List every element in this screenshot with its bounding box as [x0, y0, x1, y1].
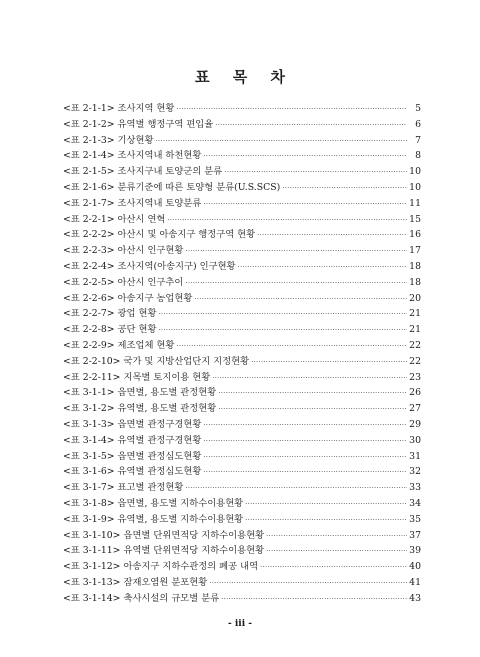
- dot-leader: [203, 449, 407, 465]
- toc-entry: [63, 212, 421, 228]
- dot-leader: [203, 196, 407, 212]
- toc-entry-title: 표고별 관정현황: [117, 482, 184, 494]
- toc-entry-page: 18: [409, 260, 421, 272]
- dot-leader: [158, 322, 407, 338]
- toc-entry-number: <표 3-1-6>: [63, 466, 115, 478]
- toc-entry-number: <표 3-1-12>: [63, 561, 121, 573]
- toc-entry-page: 29: [409, 418, 421, 430]
- toc-entry: [63, 370, 421, 386]
- toc-entry-title: 기상현황: [117, 134, 154, 146]
- toc-entry: [63, 354, 421, 370]
- toc-entry-title: 잠재오염원 분포현황: [123, 576, 208, 588]
- dot-leader: [209, 575, 407, 591]
- toc-entry: [63, 196, 421, 212]
- toc-entry-number: <표 2-1-4>: [63, 150, 115, 162]
- toc-entry-title: 조사지역내 토양분류: [117, 197, 202, 209]
- dot-leader: [218, 401, 407, 417]
- toc-entry-title: 아산시 연혁: [117, 213, 166, 225]
- dot-leader: [176, 101, 407, 117]
- toc-entry-number: <표 2-2-11>: [63, 371, 121, 383]
- toc-entry: [63, 338, 421, 354]
- toc-entry-title: 읍면별, 용도별 지하수이용현황: [117, 497, 244, 509]
- toc-entry-title: 읍면별 단위면적당 지하수이용현황: [123, 529, 265, 541]
- dot-leader: [158, 306, 407, 322]
- dot-leader: [185, 275, 407, 291]
- dot-leader: [203, 433, 407, 449]
- toc-entry-number: <표 2-2-5>: [63, 276, 115, 288]
- dot-leader: [251, 354, 407, 370]
- toc-entry-page: 41: [409, 576, 421, 588]
- toc-entry: [63, 291, 421, 307]
- toc-entry-number: <표 3-1-1>: [63, 387, 115, 399]
- toc-entry: [63, 148, 421, 164]
- toc-entry-page: 23: [409, 371, 421, 383]
- toc-entry-number: <표 3-1-5>: [63, 450, 115, 462]
- toc-entry: [63, 227, 421, 243]
- table-of-contents: [63, 101, 421, 607]
- toc-entry-number: <표 2-2-2>: [63, 229, 115, 241]
- dot-leader: [224, 164, 407, 180]
- toc-entry: [63, 243, 421, 259]
- toc-entry-title: 유역별, 용도별 지하수이용현황: [117, 513, 244, 525]
- dot-leader: [245, 496, 407, 512]
- toc-entry: [63, 164, 421, 180]
- toc-entry-page: 40: [409, 561, 421, 573]
- dot-leader: [257, 227, 407, 243]
- toc-entry-page: 22: [409, 339, 421, 351]
- toc-entry-page: 31: [409, 450, 421, 462]
- dot-leader: [221, 591, 407, 607]
- toc-entry-page: 27: [409, 403, 421, 415]
- toc-entry-title: 유역별 관정구경현황: [117, 434, 202, 446]
- dot-leader: [167, 212, 407, 228]
- toc-entry: [63, 512, 421, 528]
- toc-entry-number: <표 3-1-14>: [63, 592, 121, 604]
- toc-entry: [63, 259, 421, 275]
- toc-entry-number: <표 3-1-10>: [63, 529, 121, 541]
- toc-entry: [63, 433, 421, 449]
- toc-entry-title: 아산시 및 아송지구 행정구역 현황: [117, 229, 256, 241]
- toc-entry-title: 읍면별, 용도별 관정현황: [117, 387, 217, 399]
- toc-entry: [63, 117, 421, 133]
- toc-entry-title: 지목별 토지이용 현황: [123, 371, 211, 383]
- toc-entry-page: 22: [409, 355, 421, 367]
- toc-entry: [63, 591, 421, 607]
- toc-entry-page: 30: [409, 434, 421, 446]
- toc-entry-page: 15: [409, 213, 421, 225]
- toc-entry-number: <표 3-1-13>: [63, 576, 121, 588]
- toc-entry-page: 26: [409, 387, 421, 399]
- toc-entry-title: 광업 현황: [117, 308, 157, 320]
- toc-entry-page: 37: [409, 529, 421, 541]
- toc-entry-number: <표 3-1-4>: [63, 434, 115, 446]
- toc-entry: [63, 449, 421, 465]
- dot-leader: [266, 528, 407, 544]
- toc-entry-page: 8: [415, 150, 421, 162]
- toc-entry-number: <표 3-1-9>: [63, 513, 115, 525]
- dot-leader: [266, 543, 407, 559]
- dot-leader: [155, 133, 407, 149]
- toc-entry-number: <표 2-2-4>: [63, 260, 115, 272]
- toc-entry-number: <표 2-2-3>: [63, 245, 115, 257]
- toc-entry-title: 조사지역 현황: [117, 103, 175, 114]
- toc-entry: [63, 480, 421, 496]
- toc-entry-number: <표 2-1-5>: [63, 166, 115, 178]
- toc-entry: [63, 496, 421, 512]
- toc-entry-number: <표 3-1-2>: [63, 403, 115, 415]
- dot-leader: [212, 370, 407, 386]
- toc-entry-title: 읍면별 관정심도현황: [117, 450, 202, 462]
- toc-entry-title: 읍면별 관정구경현황: [117, 418, 202, 430]
- toc-entry: [63, 575, 421, 591]
- toc-entry-number: <표 2-1-2>: [63, 118, 115, 130]
- toc-entry: [63, 464, 421, 480]
- dot-leader: [203, 417, 407, 433]
- dot-leader: [203, 464, 407, 480]
- toc-entry-title: 공단 현황: [117, 324, 157, 336]
- dot-leader: [185, 243, 407, 259]
- toc-entry: [63, 559, 421, 575]
- toc-entry-page: 20: [409, 292, 421, 304]
- toc-entry-number: <표 2-2-9>: [63, 339, 115, 351]
- toc-entry-title: 국가 및 지방산업단지 지정현황: [123, 355, 250, 367]
- toc-entry-title: 유역별, 용도별 관정현황: [117, 403, 217, 415]
- toc-entry-page: 5: [415, 103, 421, 114]
- page-number: - iii -: [228, 619, 252, 629]
- toc-entry-number: <표 2-1-3>: [63, 134, 115, 146]
- dot-leader: [218, 385, 407, 401]
- dot-leader: [260, 559, 407, 575]
- toc-entry-title: 아송지구 농업현황: [117, 292, 193, 304]
- toc-entry-number: <표 2-1-1>: [63, 103, 115, 114]
- toc-entry-page: 35: [409, 513, 421, 525]
- toc-entry-page: 10: [409, 166, 421, 178]
- toc-entry-page: 10: [409, 181, 421, 193]
- toc-entry-title: 아송지구 지하수관정의 폐공 내역: [123, 561, 259, 573]
- toc-entry-page: 34: [409, 497, 421, 509]
- toc-entry-page: 6: [415, 118, 421, 130]
- toc-entry: [63, 417, 421, 433]
- toc-entry-number: <표 3-1-11>: [63, 545, 121, 557]
- toc-entry-page: 16: [409, 229, 421, 241]
- toc-entry: [63, 528, 421, 544]
- toc-entry-title: 제조업체 현황: [117, 339, 175, 351]
- toc-entry-title: 아산시 인구추이: [117, 276, 184, 288]
- toc-entry: [63, 101, 421, 117]
- toc-entry-page: 11: [409, 197, 421, 209]
- toc-entry-title: 축사시설의 규모별 분류: [123, 592, 220, 604]
- toc-entry-page: 17: [409, 245, 421, 257]
- dot-leader: [176, 338, 407, 354]
- dot-leader: [215, 117, 407, 133]
- toc-entry: [63, 385, 421, 401]
- toc-entry-number: <표 2-2-7>: [63, 308, 115, 320]
- toc-entry: [63, 180, 421, 196]
- toc-entry-page: 21: [409, 308, 421, 320]
- toc-entry-number: <표 2-2-10>: [63, 355, 121, 367]
- toc-entry-title: 유역별 행정구역 편입율: [117, 118, 214, 130]
- toc-entry-title: 분류기준에 따른 토양형 분류(U.S.SCS): [117, 181, 281, 193]
- toc-entry: [63, 322, 421, 338]
- toc-entry-title: 조사지역(아송지구) 인구현황: [117, 260, 236, 272]
- toc-entry: [63, 401, 421, 417]
- dot-leader: [185, 480, 407, 496]
- toc-entry-title: 조사지역내 하천현황: [117, 150, 202, 162]
- toc-entry: [63, 275, 421, 291]
- toc-entry-title: 유역별 관정심도현황: [117, 466, 202, 478]
- dot-leader: [282, 180, 407, 196]
- toc-entry-page: 39: [409, 545, 421, 557]
- toc-entry-page: 18: [409, 276, 421, 288]
- dot-leader: [245, 512, 407, 528]
- dot-leader: [194, 291, 407, 307]
- toc-entry-title: 조사지구내 토양군의 분류: [117, 166, 223, 178]
- toc-entry-number: <표 2-1-7>: [63, 197, 115, 209]
- toc-entry: [63, 306, 421, 322]
- toc-entry-number: <표 3-1-8>: [63, 497, 115, 509]
- dot-leader: [203, 148, 407, 164]
- toc-entry-number: <표 2-2-6>: [63, 292, 115, 304]
- toc-entry: [63, 543, 421, 559]
- toc-entry-page: 21: [409, 324, 421, 336]
- toc-entry-title: 유역별 단위면적당 지하수이용현황: [123, 545, 265, 557]
- dot-leader: [238, 259, 407, 275]
- toc-entry-number: <표 2-2-8>: [63, 324, 115, 336]
- toc-entry-page: 7: [415, 134, 421, 146]
- toc-entry-number: <표 3-1-7>: [63, 482, 115, 494]
- toc-entry-page: 33: [409, 482, 421, 494]
- toc-entry-number: <표 2-2-1>: [63, 213, 115, 225]
- page-title: 표 목 차: [195, 68, 294, 86]
- toc-entry-number: <표 3-1-3>: [63, 418, 115, 430]
- toc-entry-page: 32: [409, 466, 421, 478]
- toc-entry: [63, 133, 421, 149]
- toc-entry-number: <표 2-1-6>: [63, 181, 115, 193]
- toc-entry-page: 43: [409, 592, 421, 604]
- toc-entry-title: 아산시 인구현황: [117, 245, 184, 257]
